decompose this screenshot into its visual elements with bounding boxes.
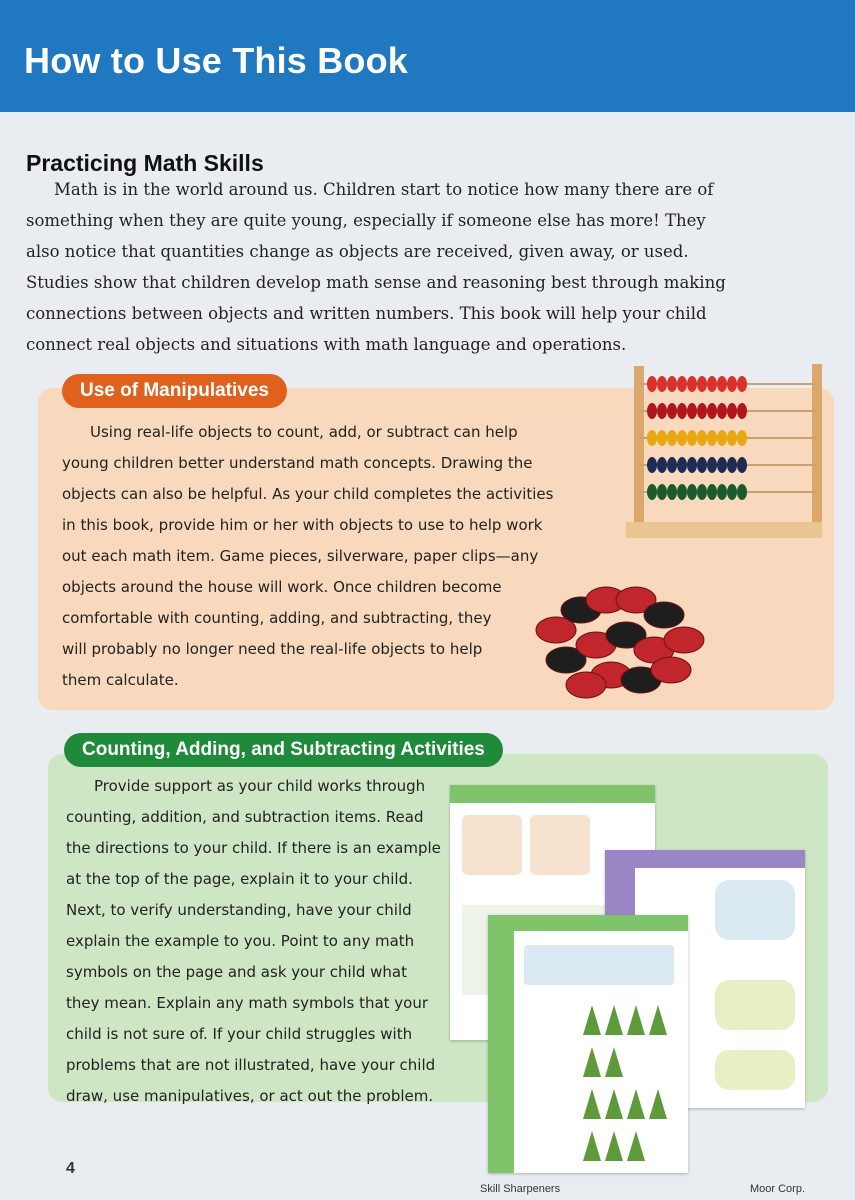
section-heading-practicing: Practicing Math Skills (26, 150, 264, 176)
intro-line: Studies show that children develop math sense and reasoning best through making (26, 273, 726, 292)
manipulatives-line: young children better understand math concepts. Drawing the (62, 454, 533, 472)
worksheet-page-front (488, 915, 688, 1173)
footer-company: Moor Corp. (750, 1183, 806, 1195)
manipulatives-line: Using real-life objects to count, add, or subtract can help (90, 423, 518, 441)
header-bar (0, 0, 855, 112)
tree-icons (578, 995, 678, 1165)
intro-line: Math is in the world around us. Children start to notice how many there are of (54, 180, 714, 199)
activities-line: Provide support as your child works through (94, 777, 426, 795)
activities-line: Next, to verify understanding, have your child (66, 901, 412, 919)
intro-line: connections between objects and written numbers. This book will help your child (26, 304, 707, 323)
manipulatives-line: comfortable with counting, adding, and subtracting, they (62, 609, 492, 627)
activities-line: child is not sure of. If your child struggles with (66, 1025, 413, 1043)
manipulatives-line: them calculate. (62, 671, 179, 689)
manipulatives-line: objects around the house will work. Once children become (62, 578, 502, 596)
intro-line: also notice that quantities change as objects are received, given away, or used. (26, 242, 689, 261)
manipulatives-line: will probably no longer need the real-life objects to help (62, 640, 483, 658)
checkers-image (536, 570, 706, 710)
activities-line: symbols on the page and ask your child what (66, 963, 407, 981)
footer-publisher: Skill Sharpeners (480, 1183, 561, 1195)
intro-paragraph (26, 174, 801, 360)
activities-line: at the top of the page, explain it to your child. (66, 870, 413, 888)
manipulatives-title: Use of Manipulatives (62, 374, 287, 408)
activities-line: draw, use manipulatives, or act out the problem. (66, 1087, 434, 1105)
activities-line: they mean. Explain any math symbols that your (66, 994, 429, 1012)
manipulatives-line: out each math item. Game pieces, silverware, paper clips—any (62, 547, 539, 565)
activities-paragraph (66, 771, 441, 1112)
intro-line: something when they are quite young, especially if someone else has more! They (26, 211, 706, 230)
activities-line: counting, addition, and subtraction items. Read (66, 808, 424, 826)
manipulatives-paragraph (62, 417, 582, 696)
activities-title: Counting, Adding, and Subtracting Activities (64, 733, 503, 767)
page-title: How to Use This Book (24, 40, 409, 81)
page-number: 4 (66, 1160, 75, 1177)
activities-line: problems that are not illustrated, have your child (66, 1056, 436, 1074)
abacus-image (626, 364, 826, 540)
manipulatives-line: objects can also be helpful. As your child completes the activities (62, 485, 554, 503)
activities-line: the directions to your child. If there is an example (66, 839, 441, 857)
activities-line: explain the example to you. Point to any math (66, 932, 415, 950)
manipulatives-line: in this book, provide him or her with objects to use to help work (62, 516, 543, 534)
intro-line: connect real objects and situations with math language and operations. (26, 335, 627, 354)
